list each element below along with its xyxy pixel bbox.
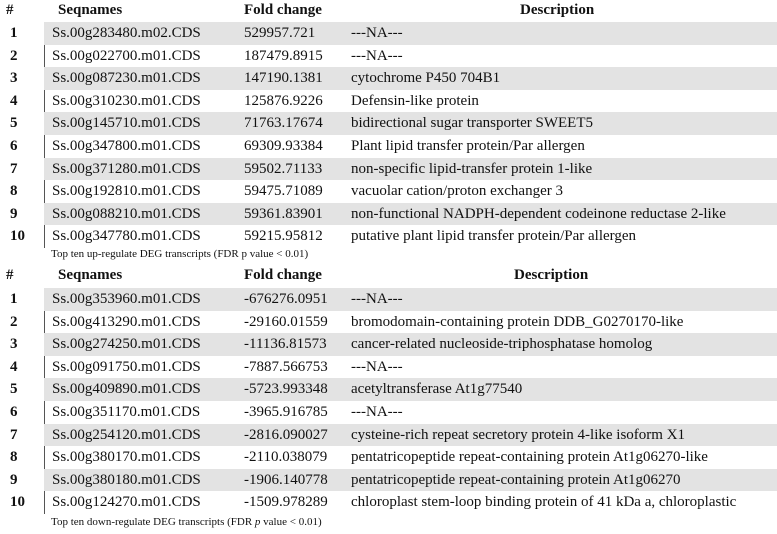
up-table-body xyxy=(0,22,777,248)
seqname-cell: Ss.00g380180.m01.CDS xyxy=(52,471,201,488)
fold-change-cell: -5723.993348 xyxy=(244,381,328,398)
description-cell: vacuolar cation/proton exchanger 3 xyxy=(351,183,563,200)
row-number: 8 xyxy=(10,449,18,466)
fold-change-cell: 59502.71133 xyxy=(244,160,323,177)
description-cell: ---NA--- xyxy=(351,291,403,307)
fold-change-cell: 59475.71089 xyxy=(244,183,323,200)
description-cell: pentatricopeptide repeat-containing protein At1g06270 xyxy=(351,471,681,488)
description-cell: cysteine-rich repeat secretory protein 4-like isoform X1 xyxy=(351,426,686,443)
row-number: 1 xyxy=(10,25,18,41)
seqname-cell: Ss.00g353960.m01.CDS xyxy=(52,291,201,307)
fold-change-cell: 71763.17674 xyxy=(244,115,323,132)
row-number: 6 xyxy=(10,403,18,420)
table-row xyxy=(0,90,777,113)
description-cell: ---NA--- xyxy=(351,358,403,375)
fold-change-cell: -1509.978289 xyxy=(244,494,328,511)
table-row xyxy=(0,311,777,334)
table-row xyxy=(0,378,777,401)
description-cell: non-functional NADPH-dependent codeinone reductase 2-like xyxy=(351,205,726,222)
seqname-cell: Ss.00g351170.m01.CDS xyxy=(52,403,201,420)
down-header-fold-change: Fold change xyxy=(244,267,322,283)
table-row xyxy=(0,446,777,469)
fold-change-cell: -2816.090027 xyxy=(244,426,328,443)
seqname-cell: Ss.00g087230.m01.CDS xyxy=(52,70,201,87)
description-cell: ---NA--- xyxy=(351,403,403,420)
seqname-cell: Ss.00g274250.m01.CDS xyxy=(52,336,201,353)
fold-change-cell: 529957.721 xyxy=(244,25,316,41)
up-header-seqnames: Seqnames xyxy=(58,2,123,18)
description-cell: chloroplast stem-loop binding protein of 41 kDa a, chloroplastic xyxy=(351,494,737,511)
down-table-header xyxy=(0,265,777,287)
seqname-cell: Ss.00g409890.m01.CDS xyxy=(52,381,201,398)
up-header-num: # xyxy=(6,2,14,18)
fold-change-cell: -11136.81573 xyxy=(244,336,327,353)
description-cell: non-specific lipid-transfer protein 1-like xyxy=(351,160,593,177)
description-cell: ---NA--- xyxy=(351,25,403,41)
table-row xyxy=(0,180,777,203)
table-row xyxy=(0,22,777,45)
description-cell: Defensin-like protein xyxy=(351,92,479,109)
down-table-caption xyxy=(51,516,322,528)
table-row xyxy=(0,288,777,311)
description-cell: bidirectional sugar transporter SWEET5 xyxy=(351,115,594,132)
down-table-body xyxy=(0,288,777,514)
table-row xyxy=(0,356,777,379)
table-row xyxy=(0,225,777,248)
seqname-cell: Ss.00g347800.m01.CDS xyxy=(52,137,201,154)
row-number: 10 xyxy=(10,228,25,245)
row-number: 7 xyxy=(10,426,18,443)
row-number: 9 xyxy=(10,471,18,488)
seqname-cell: Ss.00g413290.m01.CDS xyxy=(52,313,201,330)
seqname-cell: Ss.00g347780.m01.CDS xyxy=(52,228,201,245)
row-number: 5 xyxy=(10,115,18,132)
fold-change-cell: -1906.140778 xyxy=(244,471,328,488)
row-number: 5 xyxy=(10,381,18,398)
seqname-cell: Ss.00g254120.m01.CDS xyxy=(52,426,201,443)
seqname-cell: Ss.00g088210.m01.CDS xyxy=(52,205,201,222)
fold-change-cell: -7887.566753 xyxy=(244,358,328,375)
seqname-cell: Ss.00g310230.m01.CDS xyxy=(52,92,201,109)
description-cell: bromodomain-containing protein DDB_G0270170-like xyxy=(351,313,684,330)
fold-change-cell: 69309.93384 xyxy=(244,137,323,154)
table-row xyxy=(0,135,777,158)
table-row xyxy=(0,491,777,514)
row-number: 3 xyxy=(10,70,18,87)
seqname-cell: Ss.00g124270.m01.CDS xyxy=(52,494,201,511)
up-header-fold-change: Fold change xyxy=(244,2,322,18)
down-header-num: # xyxy=(6,267,14,283)
row-number: 10 xyxy=(10,494,25,511)
row-number: 2 xyxy=(10,313,18,330)
fold-change-cell: -676276.0951 xyxy=(244,291,328,307)
down-header-description: Description xyxy=(514,267,589,283)
up-header-description: Description xyxy=(520,2,595,18)
table-row xyxy=(0,158,777,181)
row-number: 4 xyxy=(10,358,18,375)
row-number: 7 xyxy=(10,160,18,177)
down-caption-post: value < 0.01) xyxy=(260,516,322,528)
description-cell: cytochrome P450 704B1 xyxy=(351,70,501,87)
up-table-caption: Top ten up-regulate DEG transcripts (FDR p value < 0.01) xyxy=(51,248,309,260)
seqname-cell: Ss.00g022700.m01.CDS xyxy=(52,47,201,64)
row-number: 1 xyxy=(10,291,18,307)
down-caption-p: p xyxy=(254,516,261,528)
seqname-cell: Ss.00g371280.m01.CDS xyxy=(52,160,201,177)
fold-change-cell: 187479.8915 xyxy=(244,47,323,64)
description-cell: putative plant lipid transfer protein/Par allergen xyxy=(351,228,637,245)
table-row xyxy=(0,333,777,356)
seqname-cell: Ss.00g380170.m01.CDS xyxy=(52,449,201,466)
seqname-cell: Ss.00g283480.m02.CDS xyxy=(52,25,201,41)
down-header-seqnames: Seqnames xyxy=(58,267,123,283)
seqname-cell: Ss.00g091750.m01.CDS xyxy=(52,358,201,375)
table-row xyxy=(0,203,777,226)
fold-change-cell: 59361.83901 xyxy=(244,205,323,222)
fold-change-cell: 125876.9226 xyxy=(244,92,323,109)
up-table-header xyxy=(0,0,777,22)
description-cell: pentatricopeptide repeat-containing protein At1g06270-like xyxy=(351,449,708,466)
table-row xyxy=(0,67,777,90)
down-caption-pre: Top ten down-regulate DEG transcripts (FDR xyxy=(51,516,255,528)
description-cell: Plant lipid transfer protein/Par allergen xyxy=(351,137,585,154)
table-row xyxy=(0,424,777,447)
row-number: 8 xyxy=(10,183,18,200)
description-cell: ---NA--- xyxy=(351,47,403,64)
description-cell: acetyltransferase At1g77540 xyxy=(351,381,523,398)
row-number: 6 xyxy=(10,137,18,154)
table-row xyxy=(0,112,777,135)
seqname-cell: Ss.00g192810.m01.CDS xyxy=(52,183,201,200)
fold-change-cell: 147190.1381 xyxy=(244,70,323,87)
fold-change-cell: 59215.95812 xyxy=(244,228,323,245)
row-number: 4 xyxy=(10,92,18,109)
row-number: 3 xyxy=(10,336,18,353)
seqname-cell: Ss.00g145710.m01.CDS xyxy=(52,115,201,132)
table-row xyxy=(0,469,777,492)
table-row xyxy=(0,45,777,68)
row-number: 9 xyxy=(10,205,18,222)
description-cell: cancer-related nucleoside-triphosphatase homolog xyxy=(351,336,653,353)
table-row xyxy=(0,401,777,424)
fold-change-cell: -29160.01559 xyxy=(244,313,328,330)
fold-change-cell: -2110.038079 xyxy=(244,449,328,466)
fold-change-cell: -3965.916785 xyxy=(244,403,328,420)
row-number: 2 xyxy=(10,47,18,64)
